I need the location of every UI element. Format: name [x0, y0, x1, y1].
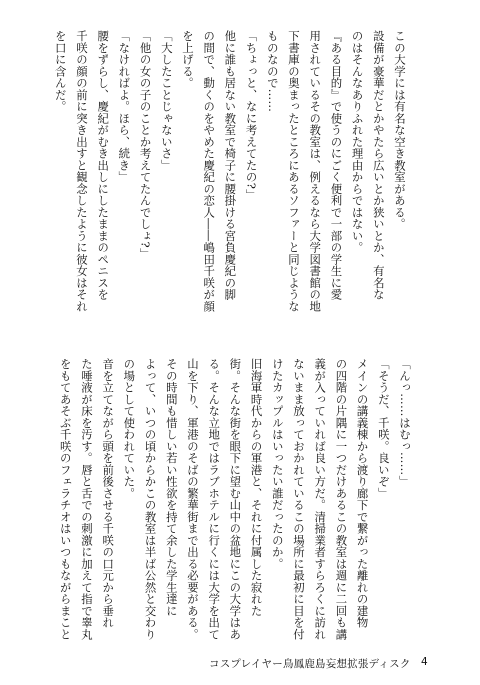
- lower-text-line: けたカップルはいったい誰だったのか。: [270, 358, 285, 570]
- lower-text-line: ないまま放っておかれているこの場所に最初に目を付: [291, 358, 306, 640]
- lower-text-line: の四階の片隅に一つだけあるこの教室は週に二回も講: [334, 358, 349, 640]
- lower-text-line: メインの講義棟から渡り廊下で繋がった離れの建物: [355, 358, 370, 629]
- upper-text-line: 下書庫の奥まったところにあるソファーと同じような: [286, 30, 301, 312]
- lower-text-line: 音を立てながら頭を前後させる千咲の口元から垂れ: [101, 358, 116, 629]
- lower-text-line: た唾液が床を汚す。唇と舌での刺激に加えて指で睾丸: [79, 358, 94, 640]
- lower-text-line: をもてあそぶ千咲のフェラチオはいつもながらまこと: [58, 358, 73, 640]
- upper-text-line: の間で、動くのをやめた慶紀の恋人――嶋田千咲が顔: [202, 30, 217, 312]
- page-number: 4: [421, 656, 428, 668]
- lower-text-line: 山を下り、軍港のそばの繁華街まで出る必要がある。: [185, 358, 200, 640]
- lower-text-line: の場として使われていた。: [122, 358, 137, 499]
- running-footer-title: コスプレイヤー鳥鳳鹿島妄想拡張ディスク: [209, 658, 411, 670]
- lower-text-line: 旧海軍時代からの軍港と、それに付属した寂れた: [249, 358, 264, 617]
- lower-text-line: その時間も惜しい若い性欲を持て余した学生達に: [164, 358, 179, 617]
- upper-text-line: 用されているその教室は、例えるなら大学図書館の地: [308, 30, 323, 312]
- upper-text-line: 「ちょっと、なに考えてたの?」: [244, 30, 259, 201]
- upper-text-line: を口に含んだ。: [53, 30, 68, 113]
- upper-text-line: 「大したことじゃないさ」: [159, 30, 174, 171]
- upper-text-line: 腰をずらし、慶紀がむき出しにしたままのペニスを: [96, 30, 111, 301]
- upper-text-line: 「他の女の子のことか考えてたんでしょ?」: [138, 30, 153, 260]
- text-block-upper: [53, 30, 410, 330]
- upper-text-line: 他に誰も居ない教室で椅子に腰掛ける宮負慶紀の脚: [223, 30, 238, 301]
- upper-text-line: 千咲の顔の前に突き出すと観念したように彼女はそれ: [74, 30, 89, 312]
- lower-text-line: よって、いつの頃からかこの教室は半ば公然と交わり: [143, 358, 158, 640]
- upper-text-line: この大学には有名な空き教室がある。: [393, 30, 407, 230]
- upper-text-line: 「なければよ。ほら、続き」: [117, 30, 132, 183]
- lower-text-line: 街。そんな街を眼下に望む山中の盆地にこの大学はあ: [228, 358, 243, 640]
- upper-text-line: のはそんなありふれた理由からではない。: [350, 30, 365, 254]
- text-block-lower: [58, 358, 415, 658]
- lower-text-line: る。そんな立地ではラブホテルに行くには大学を出て: [207, 358, 222, 640]
- upper-text-line: ものなので……: [265, 30, 280, 113]
- lower-text-line: 「んっ……はむっ……」: [398, 358, 412, 488]
- lower-text-line: 義が入っていれば良い方だ。清掃業者すらろくに訪れ: [313, 358, 328, 640]
- lower-text-line: 「そうだ、千咲。良いぞ」: [376, 358, 391, 499]
- upper-text-line: 設備が豪華だとかやたら広いとか狭いとか、有名な: [371, 30, 386, 301]
- upper-text-line: 『ある目的』で使うのにごく便利で一部の学生に愛: [329, 30, 344, 301]
- upper-text-line: を上げる。: [180, 30, 195, 89]
